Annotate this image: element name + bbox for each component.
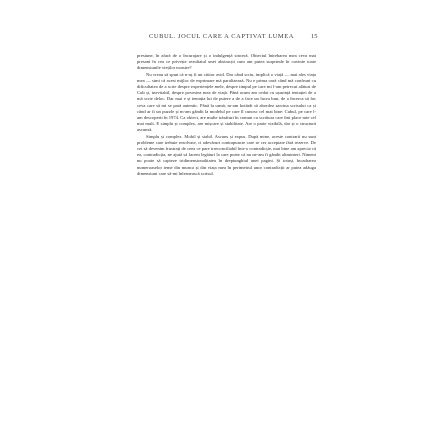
body-text xyxy=(137,53,316,177)
paragraph-1: presiune, în afară de o încurajare și o indulgență sinceră. Obiectul întrebarea mea ceva mai presant în cea ce privește rezultatul unei abstracții cum am putea surprinde în cuvinte toate dimensiunile vieților noastre? xyxy=(137,53,316,71)
running-title: CUBUL. JOCUL CARE A CAPTIVAT LUMEA xyxy=(149,33,294,40)
paragraph-3: Simplu și complex. Mobil și stabil. Ascuns și expus. După mine, aceste contrarii nu sunt probleme care trebuie rezolvate, ci adevăruri contrapuncte care se cer acceptate fără rezerve. De cei să devenim frustrați de ceea ce pare irreconciliabil într-o contradicție, mai bine am aprecia că ea, contradicția, ne ajută să facem legături la care poate că nu ne-am fi gândit altminteri. Nimeni nu poate să capteze tridimensionalitatea în dreptunghiul unei pagini. Și totuși, încadrarea numeroaselor teme din munca și din viața mea în perimetrul unor contradicții ar putea adăuga dimensiuni care să-mi înlesnească scrisul. xyxy=(137,133,316,176)
running-head xyxy=(0,33,445,43)
paragraph-2: Nu vreau să spun că n-aș fi un cititor avid. Dar când scriu, implică o viață — mai ales viața mea — simt că acest mijloc de exprimare mă paralizează. Nu e prima oară când mă confrunt cu dificultatea de a scrie despre experiențele mele, despre timpul pe care mi l-am petrecut alături de Cub și, inevitabil, despre povestea mea de viață. Până acum am cedat cu ușurință tentației de a mă scrie deloc. Dar mai e și tentația lui de putere a de a face un lucru bun, de a încerca să fac ceva care să mi se pară autentic. Până la urmă, m-am hotărât să abordez sarcina scrisului ca și când ar fi un puzzle și m-am gândit la modelul pe care îl cunosc cel mai bine: Cubul, pe care l-am descoperit în 1974. Ca obiect, are multe trăsături în comun cu scriitura care îmi place mie cel mai mult. E simplu și complex, are mișcare și stabilitate. Are o parte vizibilă, dar și o structură ascunsă. xyxy=(137,71,316,133)
page-number: 15 xyxy=(311,33,318,40)
